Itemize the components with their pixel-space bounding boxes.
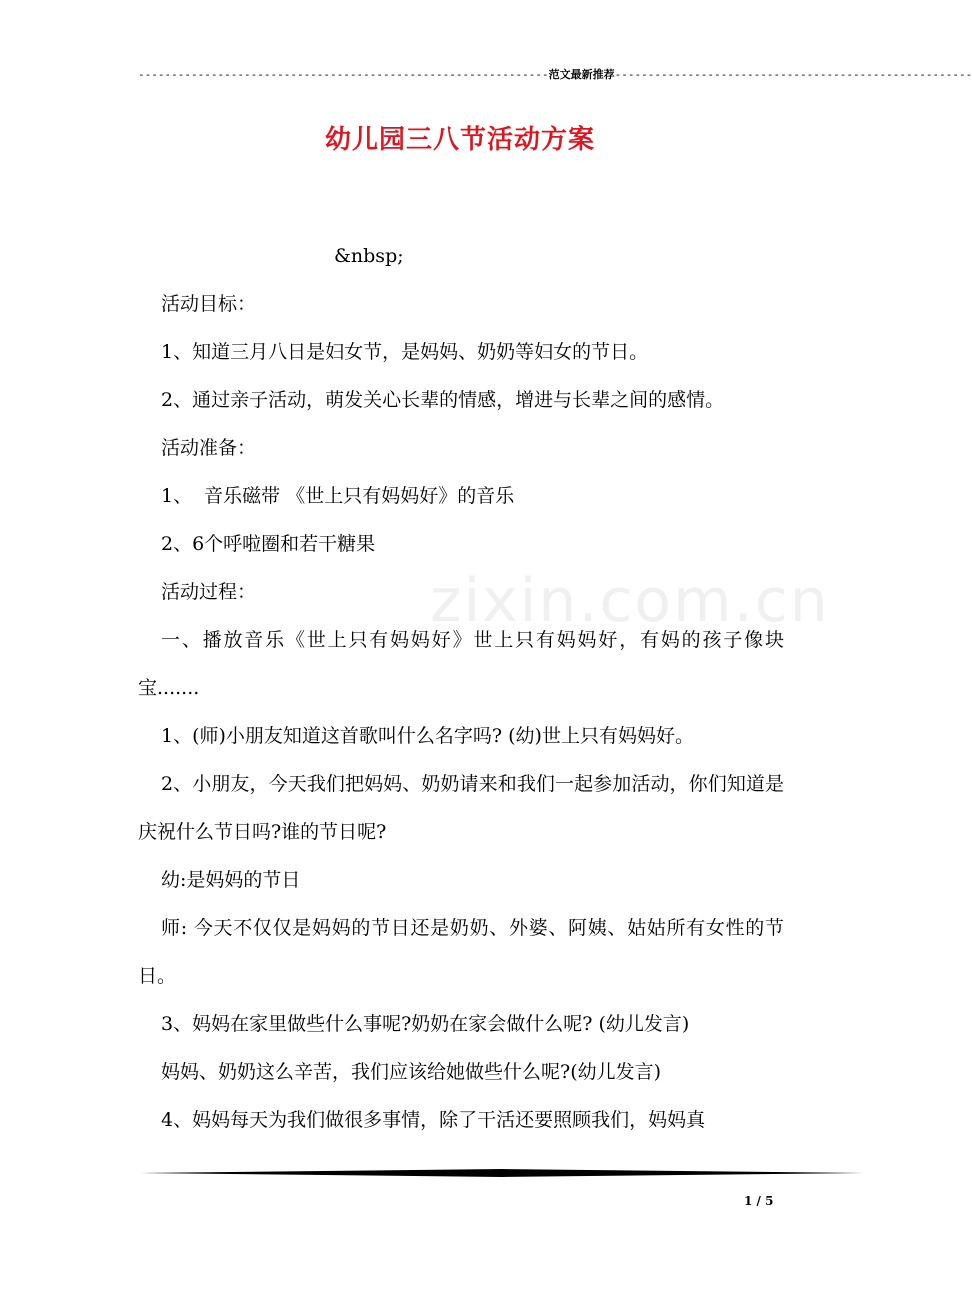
paragraph: 师: 今天不仅仅是妈妈的节日还是奶奶、外婆、阿姨、姑姑所有女性的节日。 [138,917,784,987]
page-header [138,66,972,84]
header-dashes-right: ------------------------------------------------------ [614,68,972,81]
paragraph-nbsp: &nbsp; [334,245,404,267]
paragraph-heading-preparation: 活动准备： [161,437,257,459]
paragraph: 幼:是妈妈的节日 [161,869,301,891]
page-number: 1 / 5 [744,1194,774,1208]
document-body [138,232,784,1144]
paragraph: 4、妈妈每天为我们做很多事情，除了干活还要照顾我们，妈妈真 [161,1109,706,1131]
paragraph: 2、小朋友，今天我们把妈妈、奶奶请来和我们一起参加活动，你们知道是庆祝什么节日吗?谁的节日呢? [138,773,784,843]
paragraph: 1、知道三月八日是妇女节，是妈妈、奶奶等妇女的节日。 [161,341,649,363]
paragraph: 2、6个呼啦圈和若干糖果 [161,533,376,555]
paragraph: 一、播放音乐《世上只有妈妈好》世上只有妈妈好，有妈的孩子像块宝....... [138,629,784,699]
document-title: 幼儿园三八节活动方案 [324,125,595,155]
paragraph: 2、通过亲子活动，萌发关心长辈的情感，增进与长辈之间的感情。 [161,389,725,411]
paragraph-heading-process: 活动过程： [161,581,257,603]
paragraph: 妈妈、奶奶这么辛苦，我们应该给她做些什么呢?(幼儿发言) [161,1061,662,1083]
watermark: zixin.com.cn [430,566,830,636]
paragraph: 3、妈妈在家里做些什么事呢?奶奶在家会做什么呢? (幼儿发言) [161,1013,690,1035]
header-dashes-left: -------------------------------------------------------------- [138,68,549,81]
paragraph-heading-goals: 活动目标： [161,293,257,315]
footer-rule [140,1168,864,1178]
header-label: 范文最新推荐 [548,68,615,81]
paragraph: 1、 音乐磁带 《世上只有妈妈好》的音乐 [161,485,515,507]
paragraph: 1、(师)小朋友知道这首歌叫什么名字吗? (幼)世上只有妈妈好。 [161,725,694,747]
